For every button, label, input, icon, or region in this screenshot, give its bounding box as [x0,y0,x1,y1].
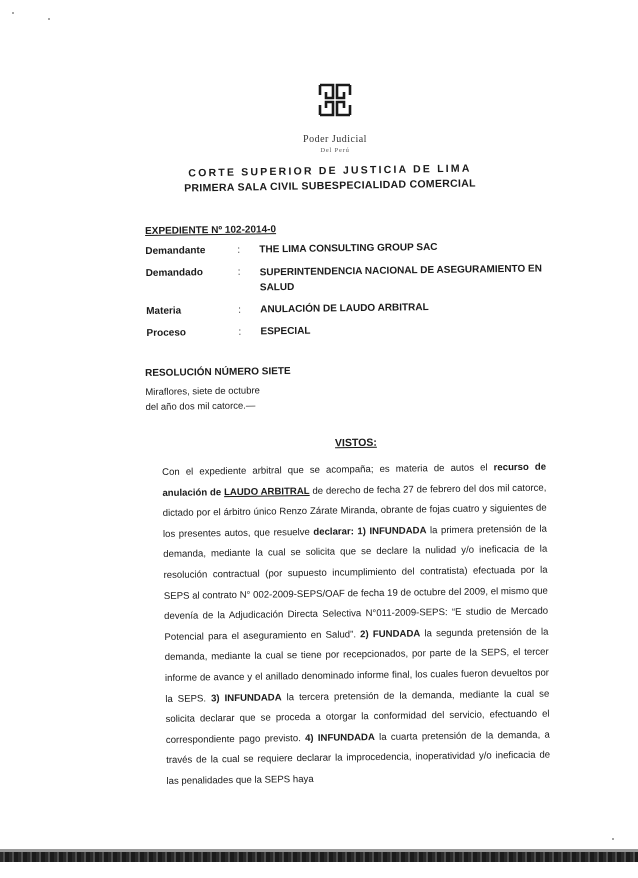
body-text: la tercera pretensión de la demanda, mediante la cual se solicita declarar que se proceda a otorgar la conformidad del servicio, efectuando el correspondiente pago previsto. [165,688,550,746]
case-value: THE LIMA CONSULTING GROUP SAC [259,241,438,256]
body-bold: recurso de anulación de [162,461,547,499]
court-chamber: PRIMERA SALA CIVIL SUBESPECIALIDAD COMERCIAL [184,177,476,195]
court-title: CORTE SUPERIOR DE JUSTICIA DE LIMA [188,162,472,180]
institution-name: Poder Judicial [303,134,367,145]
scan-speck [12,12,14,14]
case-value: ESPECIAL [260,325,311,338]
resolution-year: del año dos mil catorce.— [145,400,256,413]
scan-speck [48,18,50,20]
body-bold: 3) INFUNDADA [210,691,282,704]
case-row-proceso [146,321,566,341]
vistos-heading: VISTOS: [334,436,377,450]
case-label: Demandante [145,245,206,257]
case-row-demandante [145,239,565,259]
resolution-title: RESOLUCIÓN NÚMERO SIETE [145,365,291,379]
case-separator: : [237,244,241,256]
case-separator: : [238,304,242,316]
case-row-materia [146,299,566,319]
body-paragraph [162,458,551,793]
case-value: SUPERINTENDENCIA NACIONAL DE ASEGURAMIENTO EN SALUD [259,263,542,294]
case-label: Demandado [145,267,203,279]
body-text: la primera pretensión de la demanda, mediante la cual se solicita que se declare la nulidad y/o ineficacia de la resolución contractual (por supuesto incumplimiento del contratista) efectuada por la SEPS al contrato N° 002-2009-SEPS/OAF de fecha 19 de octubre del 2009, el mismo que devenía de la Adjudicación Directa Selectiva N°011-2009-SEPS: “E studio de Mercado Potencial para el aseguramiento en Salud”. [163,523,549,643]
body-bold: 4) INFUNDADA [304,731,375,744]
case-value: ANULACIÓN DE LAUDO ARBITRAL [260,302,429,316]
body-bold: declarar: 1) INFUNDADA [313,525,427,538]
case-separator: : [237,266,241,278]
poder-judicial-logo-icon [318,83,352,117]
case-separator: : [238,326,242,338]
body-text: la cuarta pretensión de la demanda, a través de la cual se requiere declarar la improcedencia, inoperatividad y/o ineficacia de las penalidades que la SEPS haya [166,729,551,787]
case-label: Materia [146,305,182,317]
case-label: Proceso [146,327,187,339]
case-details [145,220,567,349]
body-text: de derecho de fecha 27 de febrero del dos mil catorce, dictado por el árbitro único Renzo Zárate Miranda, obrante de fojas cuatro y siguientes de los presentes autos, que resuelve [162,482,547,540]
body-text: Con el expediente arbitral que se acompaña; es materia de autos el [162,462,494,478]
institution-subname: Del Perú [320,147,350,154]
case-row-demandado [146,261,566,297]
scan-edge-band [0,852,638,862]
scan-speck [612,838,614,840]
body-text: la segunda pretensión de la demanda, mediante la cual se tiene por recepcionados, por parte de la SEPS, el tercer informe de avance y el anillado denominado informe final, los cuales fueron devueltos por la SEPS. [164,626,550,705]
expediente-number: EXPEDIENTE Nº 102-2014-0 [145,224,277,237]
body-bold: 2) FUNDADA [360,628,421,640]
resolution-block [145,366,291,415]
resolution-place-date: Miraflores, siete de octubre [145,385,261,398]
body-underlined: LAUDO ARBITRAL [223,485,310,498]
